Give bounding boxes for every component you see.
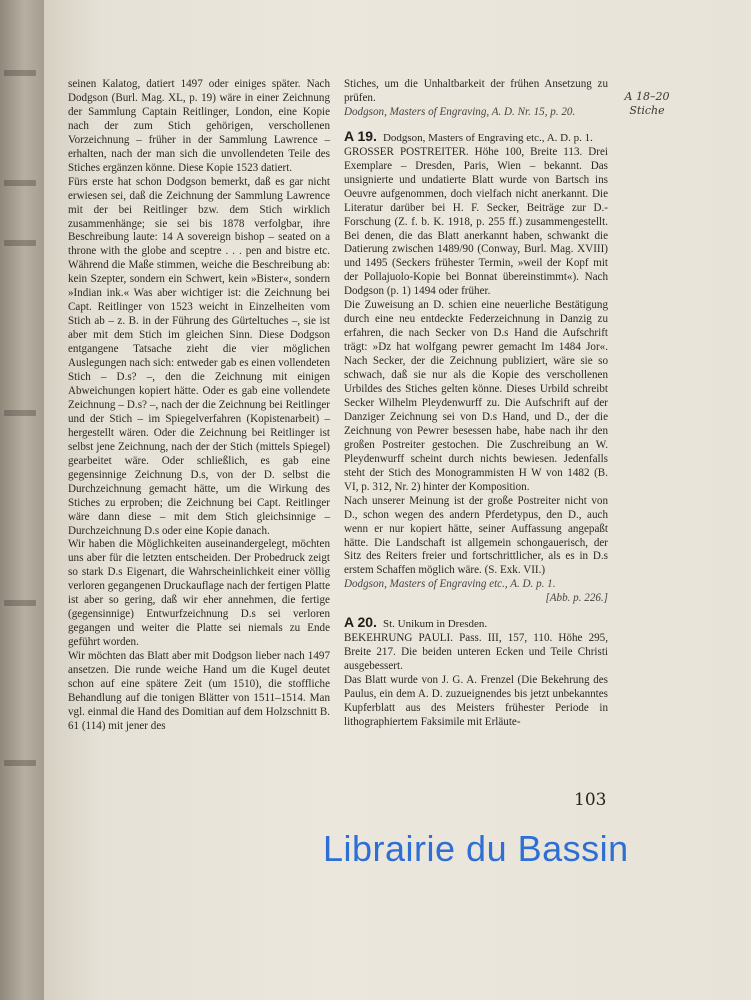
paragraph: BEKEHRUNG PAULI. Pass. III, 157, 110. Höhe 295, Breite 217. Die beiden unteren Ecken und Teile Christi ausgebessert. — [344, 632, 608, 673]
margin-note-range: A 18–20 — [624, 90, 670, 103]
facing-page-ghost-text — [4, 410, 36, 416]
entry-heading — [344, 616, 608, 632]
paragraph: Fürs erste hat schon Dodgson bemerkt, daß es gar nicht erwiesen sei, daß die Zeichnung der Sammlung Lawrence mit der bei Reitlinger bzw. dem Stich wirklich zusammenhänge; sie sei bis 1878 verfolgbar, ihre Beschreibung laute: 14 A sovereign bishop – seated on a throne with the globe and sceptre . . . pen and bistre etc. Während die Maße stimmen, weiche die Beschreibung ab: kein Szepter, sondern ein Schwert, kein »Bister«, sondern »Indian ink.« Was aber wichtiger ist: die Zeichnung bei Capt. Reitlinger von 1523 weicht in Einzelheiten vom Stich ab – z. B. in der Führung des Gürteltuches –, sie ist aber mit dem Stich im gleichen Sinn. Diese Dodgson entgangene Tatsache zieht die vier möglichen Auslegungen nach sich: entweder gab es einen vollendeten Stich – D.s? –, den die Zeichnung mit einigen Abweichungen kopiert hätte. Oder es gab eine vollendete Zeichnung – D.s? –, nach der die Zeichnung bei Reitlinger und der Stich – im Spiegelverfahren (Kopistenarbeit) – hergestellt wären. Oder die Zeichnung bei Reitlinger ist selbst jene Zeichnung, nach der der Stich (mittels Spiegel) gearbeitet wäre. Oder schließlich, es gab eine gegensinnige Zeichnung D.s, von der D. selbst die Durchzeichnung gemacht hätte, um die Wirkung des Stiches zu erproben; die Zeichnung bei Capt. Reitlinger wäre dann diese – mit dem Stich gleichsinnige – Durchzeichnung D.s oder eine Kopie danach. — [68, 175, 330, 537]
entry-reference: St. Unikum in Dresden. — [382, 618, 488, 631]
right-column — [344, 78, 608, 730]
paragraph: Die Zuweisung an D. schien eine neuerliche Bestätigung durch eine neu entdeckte Federzeichnung in Danzig zu erfahren, die nach Secker von D.s Hand die Aufschrift trägt: »Dz hat wolfgang pewrer gemacht Im 1484 Jor«. Nach Secker, der die Zeichnung publiziert, wäre sie so schwach, daß sie nur als die Kopie des verschollenen Urbildes des Stiches gelten könne. Dieses Urbild schreibt Secker Wilhelm Pleydenwurff zu. Die Aufschrift auf der Danziger Zeichnung sei von D.s Hand, und D., der die Zeichnung von Pewrer besessen habe, habe nach ihr den großen Postreiter gestochen. Die Zuschreibung an W. Pleydenwurff scheint durch nichts bewiesen. Jedenfalls steht der Stich des Monogrammisten H W von 1482 (B. VI, p. 312, Nr. 2) hinter der Komposition. — [344, 299, 608, 493]
paragraph: Nach unserer Meinung ist der große Postreiter nicht von D., schon wegen des andern Pferdetypus, den D., auch wenn er nur kopiert hätte, seiner Auffassung angepaßt hätte. Die Landschaft ist allgemein schongauerisch, der Sitz des Reiters freier und fortschrittlicher, als es in D.s erstem Schaffen möglich wäre. (S. Exk. VII.) — [344, 494, 608, 577]
page-number: 103 — [574, 790, 607, 810]
facing-page-ghost-text — [4, 70, 36, 76]
catalog-entry-a20 — [344, 616, 608, 730]
entry-heading — [344, 127, 608, 146]
reference-citation: Dodgson, Masters of Engraving etc., A. D. p. 1. — [344, 578, 556, 591]
facing-page-ghost-text — [4, 600, 36, 606]
facing-page-ghost-text — [4, 180, 36, 186]
left-column — [68, 78, 330, 734]
watermark: Librairie du Bassin — [323, 828, 629, 869]
facing-page-ghost-text — [4, 240, 36, 246]
paragraph: Das Blatt wurde von J. G. A. Frenzel (Die Bekehrung des Paulus, ein dem A. D. zuzueignendes bis jetzt unbekanntes Kupferblatt aus des Meisters frühester Periode in lithographiertem Faksimile mit Erläute- — [344, 674, 608, 728]
paragraph: Wir haben die Möglichkeiten auseinandergelegt, möchten uns aber für die letzten entscheiden. Der Probedruck zeigt so stark D.s Eigenart, die Wahrscheinlichkeit einer völlig verloren gegangenen Druckauflage nach der fertigen Platte ist aber so gering, daß wir eher annehmen, die fertige (gegensinnige) Entwurfzeichnung D.s sei verloren gegangen und weiter die Platte sei niemals zu Ende geführt worden. — [68, 538, 330, 649]
facing-page-edge — [0, 0, 44, 1000]
facing-page-ghost-text — [4, 760, 36, 766]
reference-citation: Dodgson, Masters of Engraving, A. D. Nr. 15, p. 20. — [344, 105, 576, 118]
illustration-reference: [Abb. p. 226.] — [545, 592, 608, 605]
catalog-entry-a19 — [344, 127, 608, 606]
margin-note-label: Stiche — [629, 104, 665, 117]
entry-number: A 19. — [344, 127, 377, 144]
entry-reference: Dodgson, Masters of Engraving etc., A. D. p. 1. — [382, 131, 593, 144]
paragraph: Wir möchten das Blatt aber mit Dodgson lieber nach 1497 ansetzen. Die runde weiche Hand um die Kugel deutet schon auf eine spätere Zeit (um 1510), die stoffliche Behandlung auf die tonigen Blätter von 1511–1514. Man vgl. einmal die Hand des Domitian auf dem Holzschnitt B. 61 (114) mit jener des — [68, 650, 330, 732]
paragraph: GROSSER POSTREITER. Höhe 100, Breite 113. Drei Exemplare – Dresden, Paris, Wien – bekannt. Das unsignierte und undatierte Blatt wurde von Bartsch ins Oeuvre aufgenommen, doch vielfach nicht anerkannt. Die Literatur darüber bei H. F. Secker, Beiträge zur D.-Forschung (Z. f. b. K. 1918, p. 255 ff.) zusammengestellt. Bei denen, die das Blatt anerkannt haben, schwankt die Datierung zwischen 1489/90 (Conway, Burl. Mag. XVIII) und 1495 (Seckers frühester Termin, »weil der Kopf mit der Pollajuolo-Kopie bei Bonnat übereinstimmt«). Nach Dodgson (p. 1) 1494 oder früher. — [344, 145, 608, 298]
margin-note — [616, 90, 678, 118]
paragraph: Stiches, um die Unhaltbarkeit der frühen Ansetzung zu prüfen. — [344, 78, 608, 104]
entry-number: A 20. — [344, 614, 377, 631]
paragraph: seinen Kalatog, datiert 1497 oder einiges später. Nach Dodgson (Burl. Mag. XL, p. 19) wäre in einer Zeichnung der Sammlung Captain Reitlinger, London, eine Kopie nach der zum Stich gehörigen, verschollenen Vorzeichnung – früher in der Sammlung Lawrence – erhalten, nach der man sich die unvollendeten Teile des Stiches ergänzen könne. Diese Kopie 1523 datiert. — [68, 78, 330, 174]
